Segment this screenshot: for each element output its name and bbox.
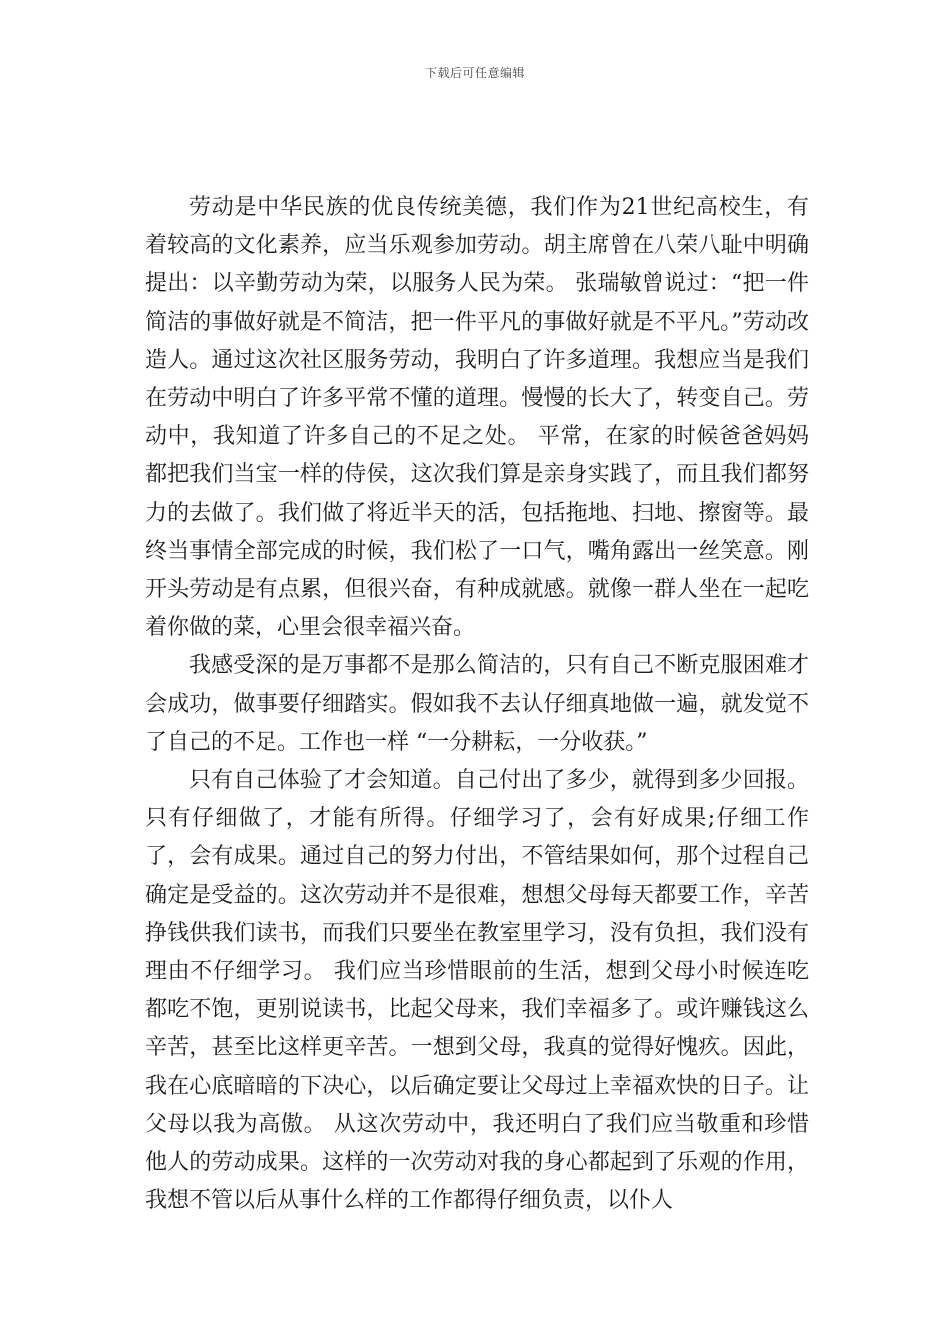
paragraph-2: 我感受深的是万事都不是那么简洁的，只有自己不断克服困难才会成功，做事要仔细踏实。假如我不去认仔细真地做一遍，就发觉不了自己的不足。工作也一样 “一分耕耘，一分收获。” — [145, 653, 809, 755]
page-header: 下载后可任意编辑 — [424, 66, 525, 80]
document-body — [145, 189, 809, 1220]
paragraph-1: 劳动是中华民族的优良传统美德，我们作为21世纪高校生，有着较高的文化素养，应当乐观参加劳动。胡主席曾在八荣八耻中明确提出：以辛勤劳动为荣，以服务人民为荣。 张瑞敏曾说过：“把一件简洁的事做好就是不简洁，把一件平凡的事做好就是不平凡。”劳动改造人。通过这次社区服务劳动，我明白了许多道理。我想应当是我们在劳动中明白了许多平常不懂的道理。慢慢的长大了，转变自己。劳动中，我知道了许多自己的不足之处。 平常，在家的时候爸爸妈妈都把我们当宝一样的侍侯，这次我们算是亲身实践了，而且我们都努力的去做了。我们做了将近半天的活，包括拖地、扫地、擦窗等。最终当事情全部完成的时候，我们松了一口气，嘴角露出一丝笑意。刚开头劳动是有点累，但很兴奋，有种成就感。就像一群人坐在一起吃着你做的菜，心里会很幸福兴奋。 — [145, 195, 809, 641]
paragraph-3: 只有自己体验了才会知道。自己付出了多少，就得到多少回报。只有仔细做了，才能有所得。仔细学习了，会有好成果;仔细工作了，会有成果。通过自己的努力付出，不管结果如何，那个过程自己确定是受益的。这次劳动并不是很难，想想父母每天都要工作，辛苦挣钱供我们读书，而我们只要坐在教室里学习，没有负担，我们没有理由不仔细学习。 我们应当珍惜眼前的生活，想到父母小时候连吃都吃不饱，更别说读书，比起父母来，我们幸福多了。或许赚钱这么辛苦，甚至比这样更辛苦。一想到父母，我真的觉得好愧疚。因此，我在心底暗暗的下决心，以后确定要让父母过上幸福欢快的日子。让父母以我为高傲。 从这次劳动中，我还明白了我们应当敬重和珍惜他人的劳动成果。这样的一次劳动对我的身心都起到了乐观的作用，我想不管以后从事什么样的工作都得仔细负责，以仆人 — [145, 768, 809, 1214]
